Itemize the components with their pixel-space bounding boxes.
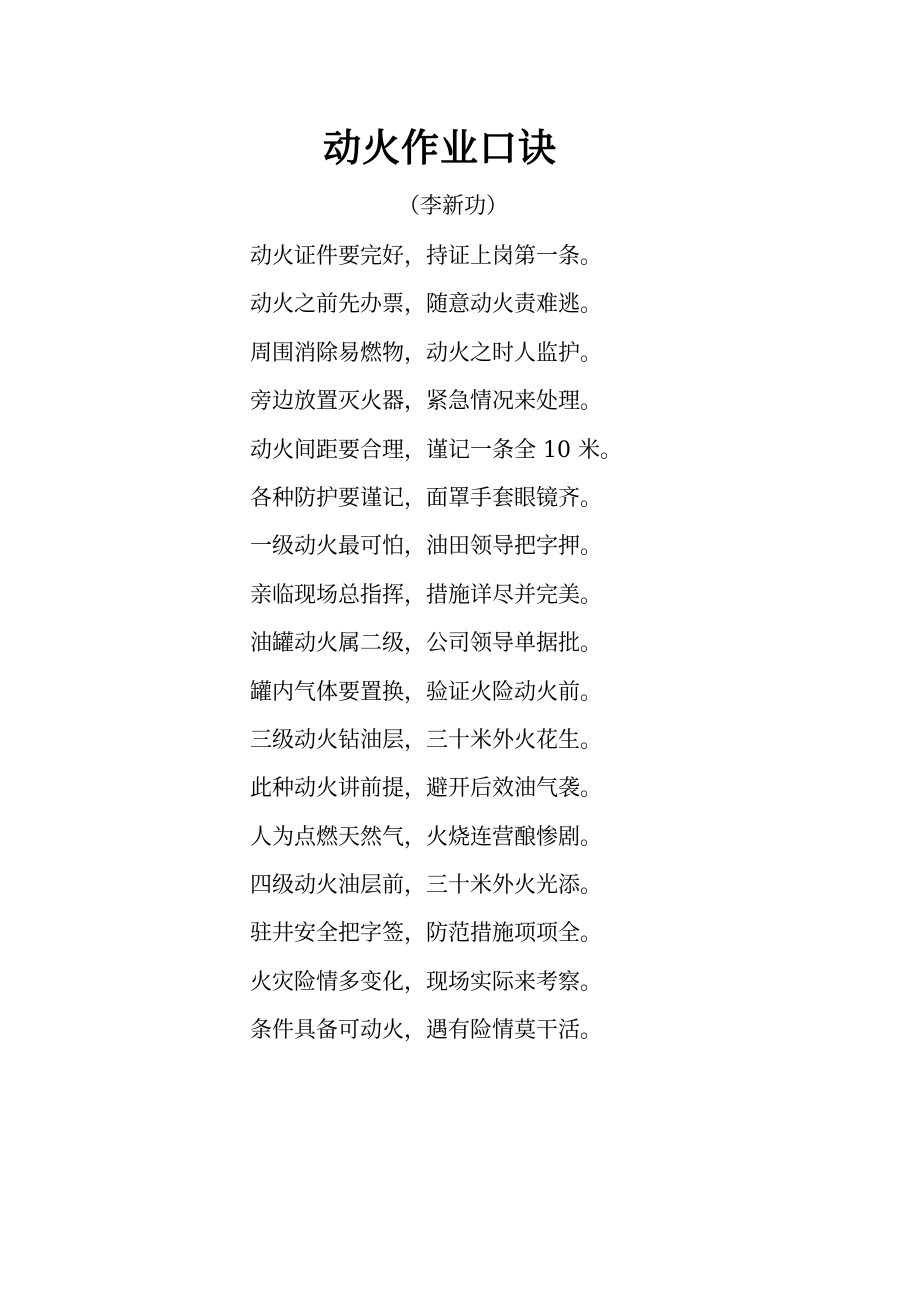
verse-line: 亲临现场总指挥，措施详尽并完美。 [250,582,603,608]
document-title: 动火作业口诀 [322,126,557,170]
verse-line: 一级动火最可怕，油田领导把字押。 [250,534,603,560]
verse-line: 此种动火讲前提，避开后效油气袭。 [250,776,603,802]
verse-line: 周围消除易燃物，动火之时人监护。 [250,340,603,366]
verse-line: 动火证件要完好，持证上岗第一条。 [250,244,603,269]
verse-line: 动火间距要合理，谨记一条全 10 米。 [250,437,622,463]
document-author: （李新功） [397,194,508,219]
verse-line: 罐内气体要置换，验证火险动火前。 [250,679,603,705]
verse-line: 各种防护要谨记，面罩手套眼镜齐。 [250,485,603,511]
verse-list [250,236,670,1059]
verse-line: 油罐动火属二级，公司领导单据批。 [250,631,603,657]
verse-line: 驻井安全把字签，防范措施项项全。 [250,921,603,947]
verse-line: 条件具备可动火，遇有险情莫干活。 [250,1018,603,1044]
verse-line: 三级动火钻油层，三十米外火花生。 [250,727,603,753]
verse-line: 火灾险情多变化，现场实际来考察。 [250,969,603,995]
verse-line: 动火之前先办票，随意动火责难逃。 [250,292,603,318]
verse-line: 四级动火油层前，三十米外火光添。 [250,873,603,899]
verse-line: 旁边放置灭火器，紧急情况来处理。 [250,389,603,415]
verse-line: 人为点燃天然气，火烧连营酿惨剧。 [250,824,603,850]
